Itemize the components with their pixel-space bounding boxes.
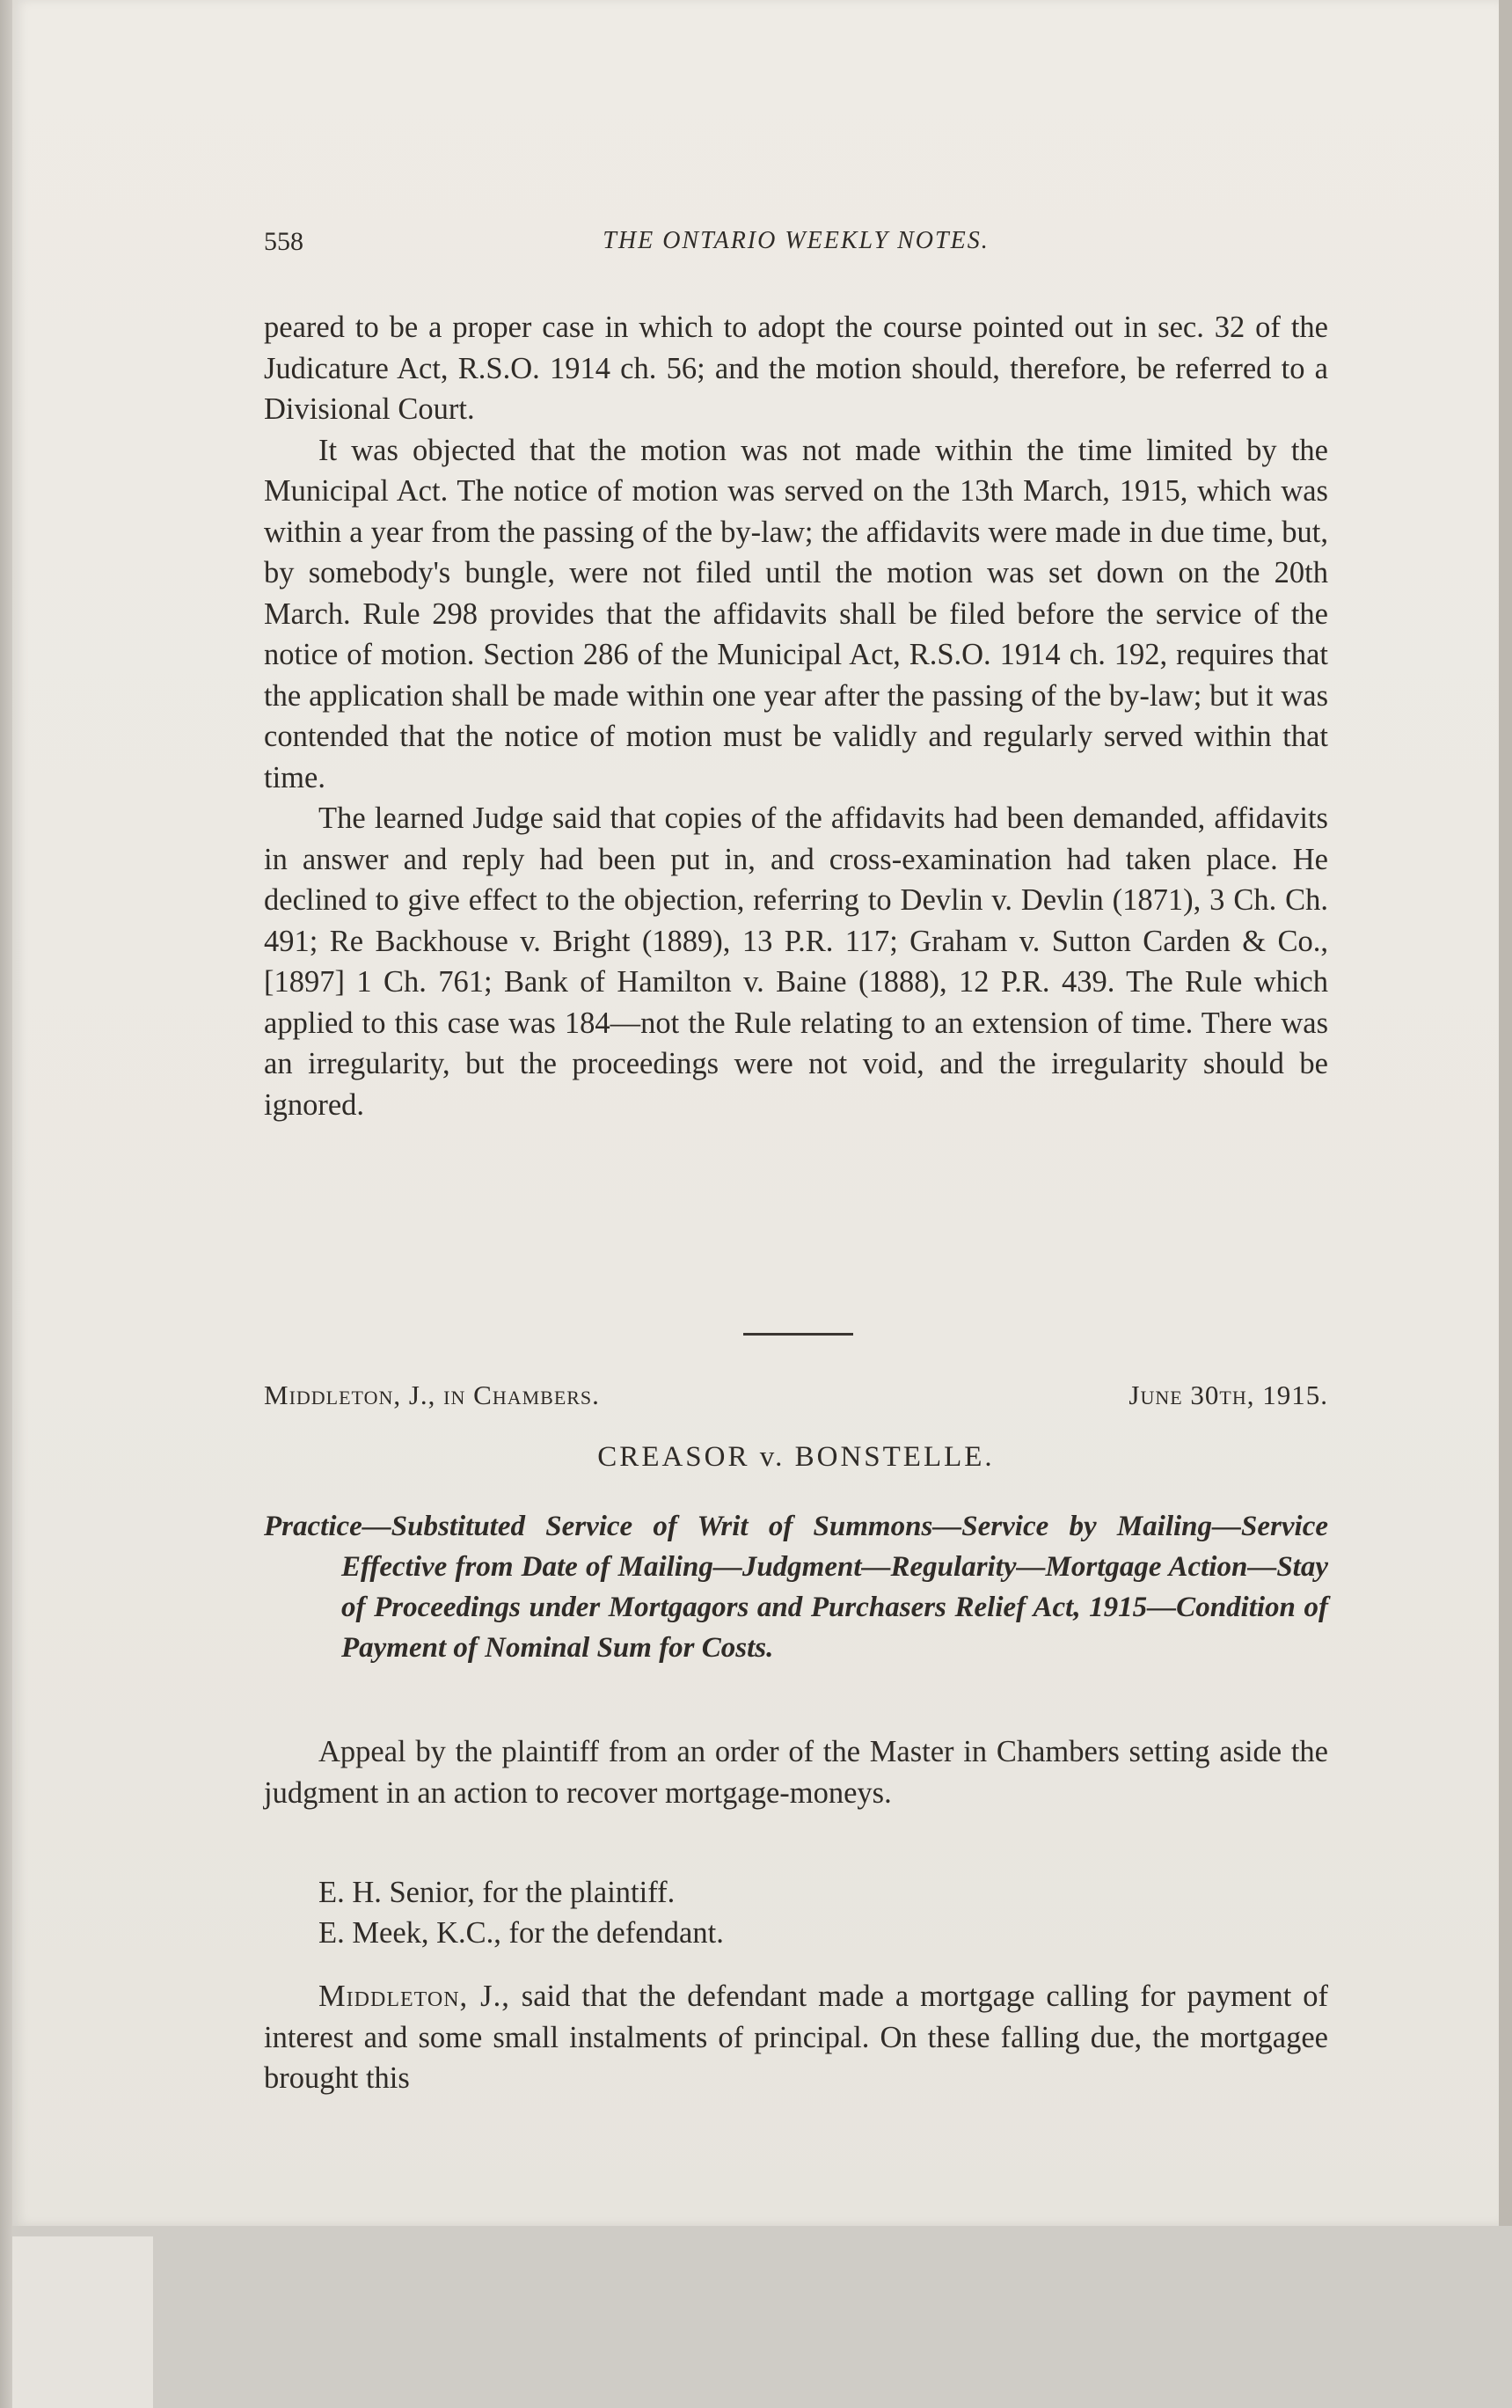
counsel-plaintiff: E. H. Senior, for the plaintiff. xyxy=(318,1876,676,1909)
judge-name: Middleton, J., xyxy=(318,1980,510,2013)
appeal-text: Appeal by the plaintiff from an order of the Master in Chambers setting aside the judgment in an action to recover mortgage-moneys. xyxy=(264,1735,1328,1810)
page-right-edge xyxy=(1499,0,1512,2226)
judgment-body: said that the defendant made a mortgage calling for payment of interest and some small instalments of principal. On these falling due, the mortgagee brought this xyxy=(264,1980,1328,2095)
judge-chambers: Middleton, J., in Chambers. xyxy=(264,1380,600,1410)
counsel-defendant: E. Meek, K.C., for the defendant. xyxy=(318,1916,724,1950)
page-header xyxy=(264,227,1328,269)
paragraph-continued: peared to be a proper case in which to adopt the course pointed out in sec. 32 of the Judicature Act, R.S.O. 1914 ch. 56; and the motion should, therefore, be referred to a Divisional Court. xyxy=(264,311,1328,426)
paragraph-decision: The learned Judge said that copies of the affidavits had been demanded, affidavits in answer and reply had been put in, and cross-examination had taken place. He declined to give effect to the objection, referring to Devlin v. Devlin (1871), 3 Ch. Ch. 491; Re Backhouse v. Bright (1889), 13 P.R. 117; Graham v. Sutton Carden & Co., [1897] 1 Ch. 761; Bank of Hamilton v. Baine (1888), 12 P.R. 439. The Rule which applied to this case was 184—not the Rule relating to an extension of time. There was an irregularity, but the proceedings were not void, and the irregularity should be ignored. xyxy=(264,801,1328,1122)
scan-bottom-margin xyxy=(12,2226,1512,2408)
running-title: THE ONTARIO WEEKLY NOTES. xyxy=(603,227,990,254)
decision-date: June 30th, 1915. xyxy=(1129,1380,1328,1410)
counsel-list xyxy=(264,1872,1328,1953)
scan-page-corner xyxy=(12,2236,153,2408)
court-line xyxy=(264,1380,1328,1418)
headnote: Practice—Substituted Service of Writ of Summons—Service by Mailing—Service Effective from Date of Mailing—Judgment—Regularity—Mortgage Action—Stay of Proceedings under Mortgagors and Purchasers Relief Act, 1915—Condition of Payment of Nominal Sum for Costs. xyxy=(264,1511,1328,1664)
section-divider xyxy=(743,1333,853,1336)
page-number: 558 xyxy=(264,227,303,256)
appeal-paragraph xyxy=(264,1731,1328,1813)
judgment-paragraph xyxy=(264,1976,1328,2099)
judgment-text xyxy=(264,1976,1328,2099)
previous-case-text xyxy=(264,307,1328,1125)
case-title: CREASOR v. BONSTELLE. xyxy=(597,1441,995,1473)
paragraph-objection: It was objected that the motion was not made within the time limited by the Municipal Act. The notice of motion was served on the 13th March, 1915, which was within a year from the passing of the by-law; the affidavits were made in due time, but, by somebody's bungle, were not filed until the motion was set down on the 20th March. Rule 298 provides that the affidavits shall be filed before the service of the notice of motion. Section 286 of the Municipal Act, R.S.O. 1914 ch. 192, requires that the application shall be made within one year after the passing of the by-law; but it was contended that the notice of motion must be validly and regularly served within that time. xyxy=(264,433,1328,794)
